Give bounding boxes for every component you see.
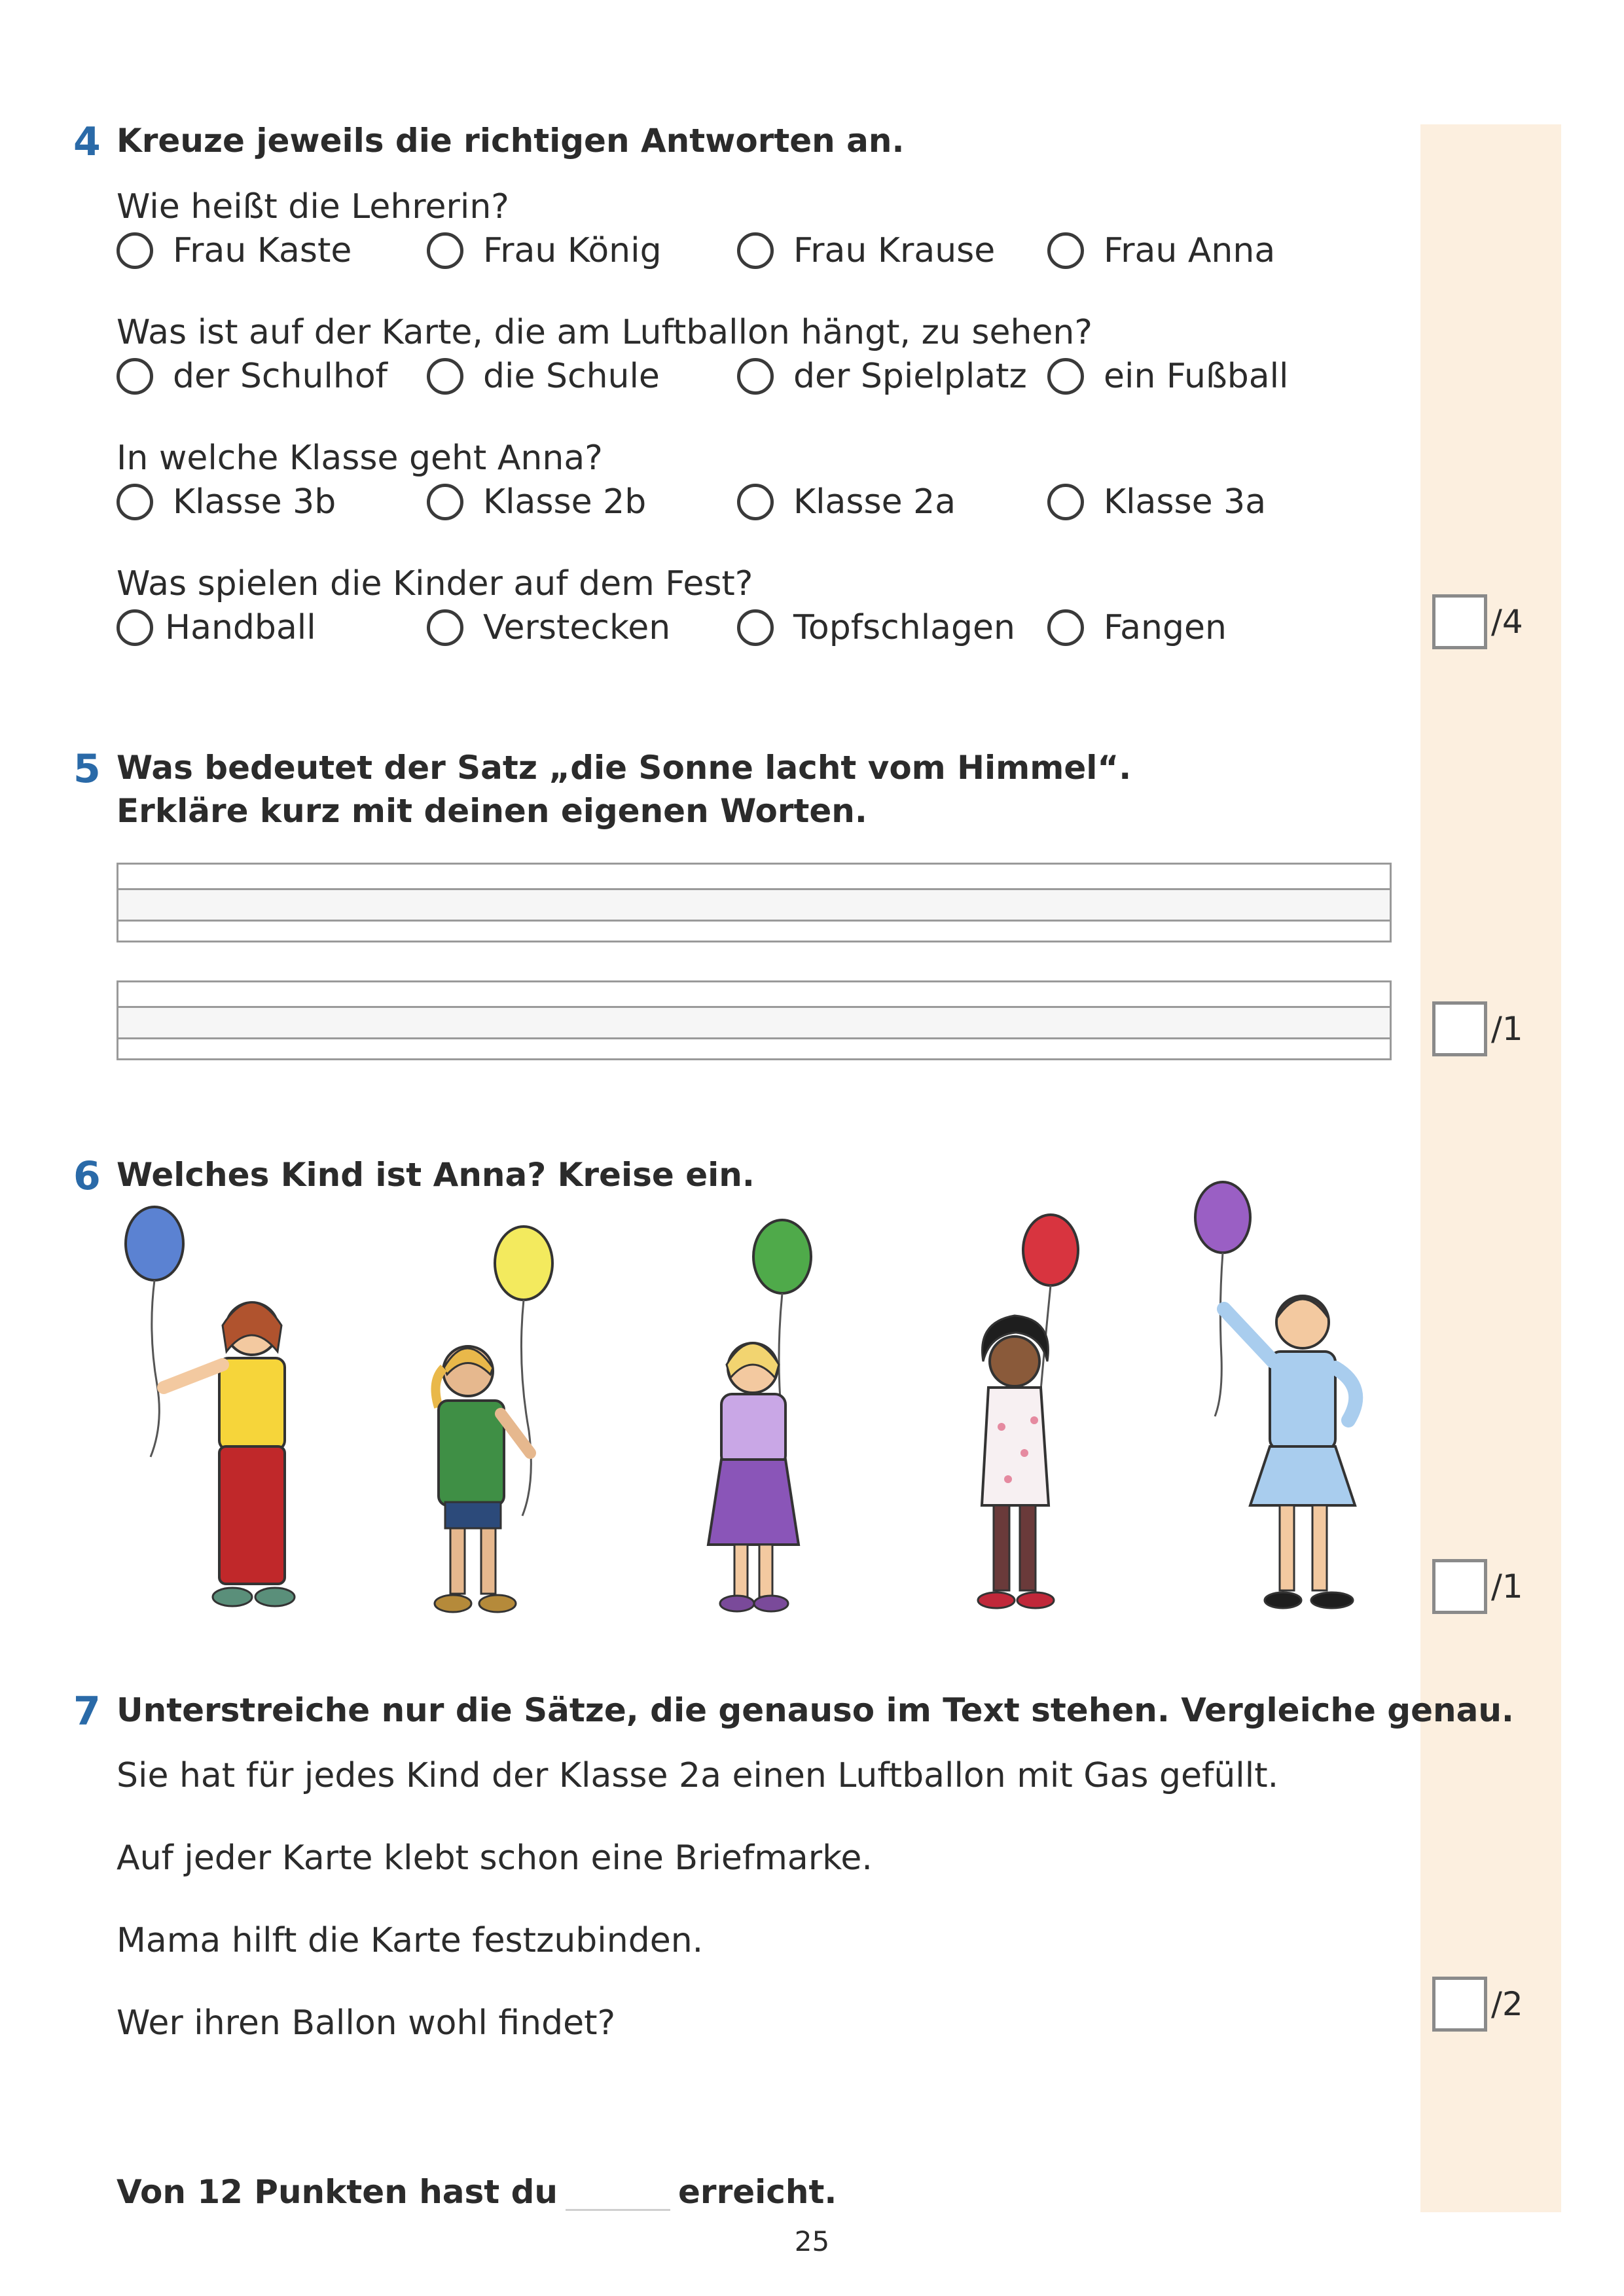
score-margin-strip	[1420, 124, 1561, 2212]
option-3-3[interactable]	[737, 480, 956, 524]
radio-circle-icon[interactable]	[117, 232, 153, 269]
option-label: Topfschlagen	[793, 608, 1015, 647]
writing-band	[118, 1008, 1390, 1037]
score-box[interactable]	[1432, 1001, 1487, 1056]
radio-circle-icon[interactable]	[737, 484, 774, 520]
child-figure-5[interactable]	[1178, 1178, 1394, 1636]
radio-circle-icon[interactable]	[117, 358, 153, 395]
child-figure-4[interactable]	[936, 1178, 1106, 1636]
option-label: Frau Krause	[793, 231, 996, 270]
guide-line	[118, 1037, 1390, 1039]
task-6-title: Welches Kind ist Anna? Kreise ein.	[117, 1156, 755, 1194]
guide-line	[118, 1006, 1390, 1008]
total-score-text-after: erreicht.	[678, 2173, 837, 2211]
radio-circle-icon[interactable]	[737, 609, 774, 646]
task-7-title: Unterstreiche nur die Sätze, die genauso im Text stehen. Vergleiche genau.	[117, 1691, 1514, 1729]
task-5-title-line-1: Was bedeutet der Satz „die Sonne lacht vom Himmel“.	[117, 749, 1132, 787]
option-label: Frau Kaste	[173, 231, 352, 270]
total-score-line	[117, 2173, 837, 2211]
score-label: /2	[1491, 1985, 1523, 2023]
task-5-number: 5	[73, 746, 101, 792]
radio-circle-icon[interactable]	[427, 358, 463, 395]
score-label: /1	[1491, 1010, 1523, 1048]
sentence-4[interactable]: Wer ihren Ballon wohl findet?	[117, 2003, 616, 2043]
total-score-blank[interactable]	[566, 2176, 670, 2211]
sentence-1[interactable]: Sie hat für jedes Kind der Klasse 2a einen Luftballon mit Gas gefüllt.	[117, 1756, 1279, 1795]
score-task-6	[1432, 1559, 1523, 1614]
total-score-text-before: Von 12 Punkten hast du	[117, 2173, 558, 2211]
child-figure-3[interactable]	[674, 1178, 844, 1636]
option-label: Handball	[165, 608, 316, 647]
radio-circle-icon[interactable]	[1047, 358, 1084, 395]
child-figure-2[interactable]	[399, 1178, 569, 1636]
option-label: der Spielplatz	[793, 357, 1027, 396]
option-4-3[interactable]	[737, 606, 1015, 649]
option-label: ein Fußball	[1104, 357, 1289, 396]
question-4: Was spielen die Kinder auf dem Fest?	[117, 564, 753, 603]
option-1-4[interactable]	[1047, 229, 1275, 272]
radio-circle-icon[interactable]	[737, 358, 774, 395]
score-label: /1	[1491, 1568, 1523, 1605]
option-1-1[interactable]	[117, 229, 352, 272]
balloon-5	[1195, 1182, 1250, 1253]
radio-circle-icon[interactable]	[117, 609, 153, 646]
radio-circle-icon[interactable]	[1047, 484, 1084, 520]
option-label: Klasse 3b	[173, 482, 336, 522]
radio-circle-icon[interactable]	[427, 484, 463, 520]
guide-line	[118, 920, 1390, 922]
score-box[interactable]	[1432, 1977, 1487, 2032]
option-label: Klasse 2a	[793, 482, 956, 522]
radio-circle-icon[interactable]	[427, 232, 463, 269]
sentence-3[interactable]: Mama hilft die Karte festzubinden.	[117, 1921, 704, 1960]
balloon-1	[126, 1207, 183, 1280]
sentence-2[interactable]: Auf jeder Karte klebt schon eine Briefmarke.	[117, 1839, 873, 1878]
radio-circle-icon[interactable]	[1047, 232, 1084, 269]
option-4-1[interactable]	[117, 606, 316, 649]
option-2-4[interactable]	[1047, 355, 1288, 398]
task-4-number: 4	[73, 119, 101, 165]
balloon-4	[1023, 1215, 1078, 1285]
score-label: /4	[1491, 603, 1523, 641]
option-label: Klasse 2b	[483, 482, 647, 522]
balloon-2	[495, 1227, 552, 1300]
task-4-title: Kreuze jeweils die richtigen Antworten an.	[117, 122, 905, 160]
score-task-4	[1432, 594, 1523, 649]
option-4-4[interactable]	[1047, 606, 1227, 649]
page-number: 25	[794, 2225, 830, 2257]
option-label: der Schulhof	[173, 357, 388, 396]
writing-band	[118, 890, 1390, 920]
option-2-3[interactable]	[737, 355, 1027, 398]
option-4-2[interactable]	[427, 606, 670, 649]
option-2-1[interactable]	[117, 355, 388, 398]
score-task-7	[1432, 1977, 1523, 2032]
option-label: Fangen	[1104, 608, 1227, 647]
option-1-3[interactable]	[737, 229, 995, 272]
score-box[interactable]	[1432, 1559, 1487, 1614]
writing-line-1[interactable]	[117, 863, 1392, 942]
radio-circle-icon[interactable]	[737, 232, 774, 269]
guide-line	[118, 888, 1390, 890]
option-label: Verstecken	[483, 608, 671, 647]
question-2: Was ist auf der Karte, die am Luftballon hängt, zu sehen?	[117, 313, 1092, 352]
option-label: Frau König	[483, 231, 662, 270]
radio-circle-icon[interactable]	[427, 609, 463, 646]
option-3-4[interactable]	[1047, 480, 1266, 524]
option-label: Frau Anna	[1104, 231, 1276, 270]
task-7-number: 7	[73, 1689, 101, 1734]
task-5-title-line-2: Erkläre kurz mit deinen eigenen Worten.	[117, 792, 867, 830]
question-1: Wie heißt die Lehrerin?	[117, 187, 509, 226]
option-2-2[interactable]	[427, 355, 660, 398]
balloon-3	[753, 1220, 811, 1293]
radio-circle-icon[interactable]	[117, 484, 153, 520]
option-label: Klasse 3a	[1104, 482, 1267, 522]
option-3-1[interactable]	[117, 480, 336, 524]
option-1-2[interactable]	[427, 229, 662, 272]
option-label: die Schule	[483, 357, 660, 396]
writing-line-2[interactable]	[117, 980, 1392, 1060]
task-6-number: 6	[73, 1153, 101, 1199]
score-task-5	[1432, 1001, 1523, 1056]
score-box[interactable]	[1432, 594, 1487, 649]
child-figure-1[interactable]	[111, 1178, 321, 1636]
option-3-2[interactable]	[427, 480, 646, 524]
radio-circle-icon[interactable]	[1047, 609, 1084, 646]
question-3: In welche Klasse geht Anna?	[117, 439, 603, 478]
